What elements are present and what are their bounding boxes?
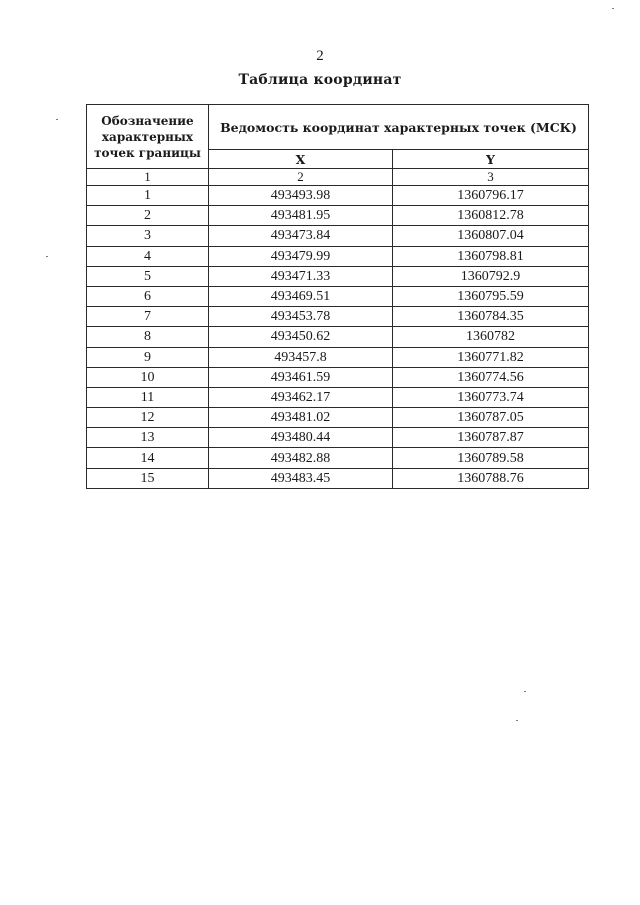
y-coordinate-cell: 1360771.82 [393, 347, 589, 367]
table-row [87, 266, 589, 286]
point-cell: 6 [87, 286, 209, 306]
scan-speck [524, 691, 526, 692]
point-cell: 2 [87, 206, 209, 226]
y-coordinate-cell: 1360796.17 [393, 186, 589, 206]
y-coordinate-cell: 1360789.58 [393, 448, 589, 468]
point-cell: 1 [87, 186, 209, 206]
table-row [87, 327, 589, 347]
y-coordinate-cell: 1360792.9 [393, 266, 589, 286]
table-row [87, 468, 589, 488]
point-cell: 13 [87, 428, 209, 448]
x-coordinate-cell: 493482.88 [209, 448, 393, 468]
scan-speck [612, 8, 614, 9]
table-row [87, 347, 589, 367]
table-row [87, 286, 589, 306]
coordinates-group-header: Ведомость координат характерных точек (МСК) [209, 105, 589, 150]
point-cell: 14 [87, 448, 209, 468]
point-cell: 3 [87, 226, 209, 246]
point-designation-header: Обозначение характерных точек границы [87, 105, 209, 169]
table-row [87, 186, 589, 206]
scan-speck [46, 256, 48, 257]
y-coordinate-cell: 1360795.59 [393, 286, 589, 306]
y-coordinate-cell: 1360798.81 [393, 246, 589, 266]
point-cell: 12 [87, 408, 209, 428]
x-coordinate-cell: 493453.78 [209, 307, 393, 327]
x-coordinate-cell: 493473.84 [209, 226, 393, 246]
x-coordinate-cell: 493481.95 [209, 206, 393, 226]
table-title: Таблица координат [238, 72, 402, 88]
x-coordinate-cell: 493480.44 [209, 428, 393, 448]
x-coordinate-cell: 493479.99 [209, 246, 393, 266]
table-row [87, 226, 589, 246]
x-coordinate-cell: 493483.45 [209, 468, 393, 488]
scan-speck [516, 720, 518, 721]
table-row [87, 448, 589, 468]
x-coordinate-cell: 493457.8 [209, 347, 393, 367]
y-coordinate-cell: 1360774.56 [393, 367, 589, 387]
page-number: 2 [316, 48, 324, 64]
table-row [87, 246, 589, 266]
table-row [87, 367, 589, 387]
x-coordinate-cell: 493450.62 [209, 327, 393, 347]
coordinates-table [86, 104, 589, 489]
table-row [87, 206, 589, 226]
scan-speck [56, 119, 58, 120]
column-number-3: 3 [393, 169, 589, 186]
x-coordinate-cell: 493493.98 [209, 186, 393, 206]
y-coordinate-cell: 1360787.87 [393, 428, 589, 448]
x-coordinate-cell: 493481.02 [209, 408, 393, 428]
point-cell: 9 [87, 347, 209, 367]
x-coordinate-cell: 493461.59 [209, 367, 393, 387]
y-coordinate-cell: 1360788.76 [393, 468, 589, 488]
point-cell: 11 [87, 387, 209, 407]
table-row [87, 387, 589, 407]
y-coordinate-cell: 1360807.04 [393, 226, 589, 246]
table-row [87, 307, 589, 327]
point-cell: 5 [87, 266, 209, 286]
point-cell: 7 [87, 307, 209, 327]
column-number-2: 2 [209, 169, 393, 186]
point-cell: 15 [87, 468, 209, 488]
x-column-header: X [209, 150, 393, 169]
table-row [87, 428, 589, 448]
y-column-header: Y [393, 150, 589, 169]
coordinates-table-body [87, 186, 589, 489]
point-cell: 10 [87, 367, 209, 387]
x-coordinate-cell: 493469.51 [209, 286, 393, 306]
x-coordinate-cell: 493462.17 [209, 387, 393, 407]
point-cell: 8 [87, 327, 209, 347]
column-number-1: 1 [87, 169, 209, 186]
y-coordinate-cell: 1360784.35 [393, 307, 589, 327]
table-row [87, 408, 589, 428]
y-coordinate-cell: 1360812.78 [393, 206, 589, 226]
point-cell: 4 [87, 246, 209, 266]
y-coordinate-cell: 1360773.74 [393, 387, 589, 407]
y-coordinate-cell: 1360787.05 [393, 408, 589, 428]
y-coordinate-cell: 1360782 [393, 327, 589, 347]
x-coordinate-cell: 493471.33 [209, 266, 393, 286]
